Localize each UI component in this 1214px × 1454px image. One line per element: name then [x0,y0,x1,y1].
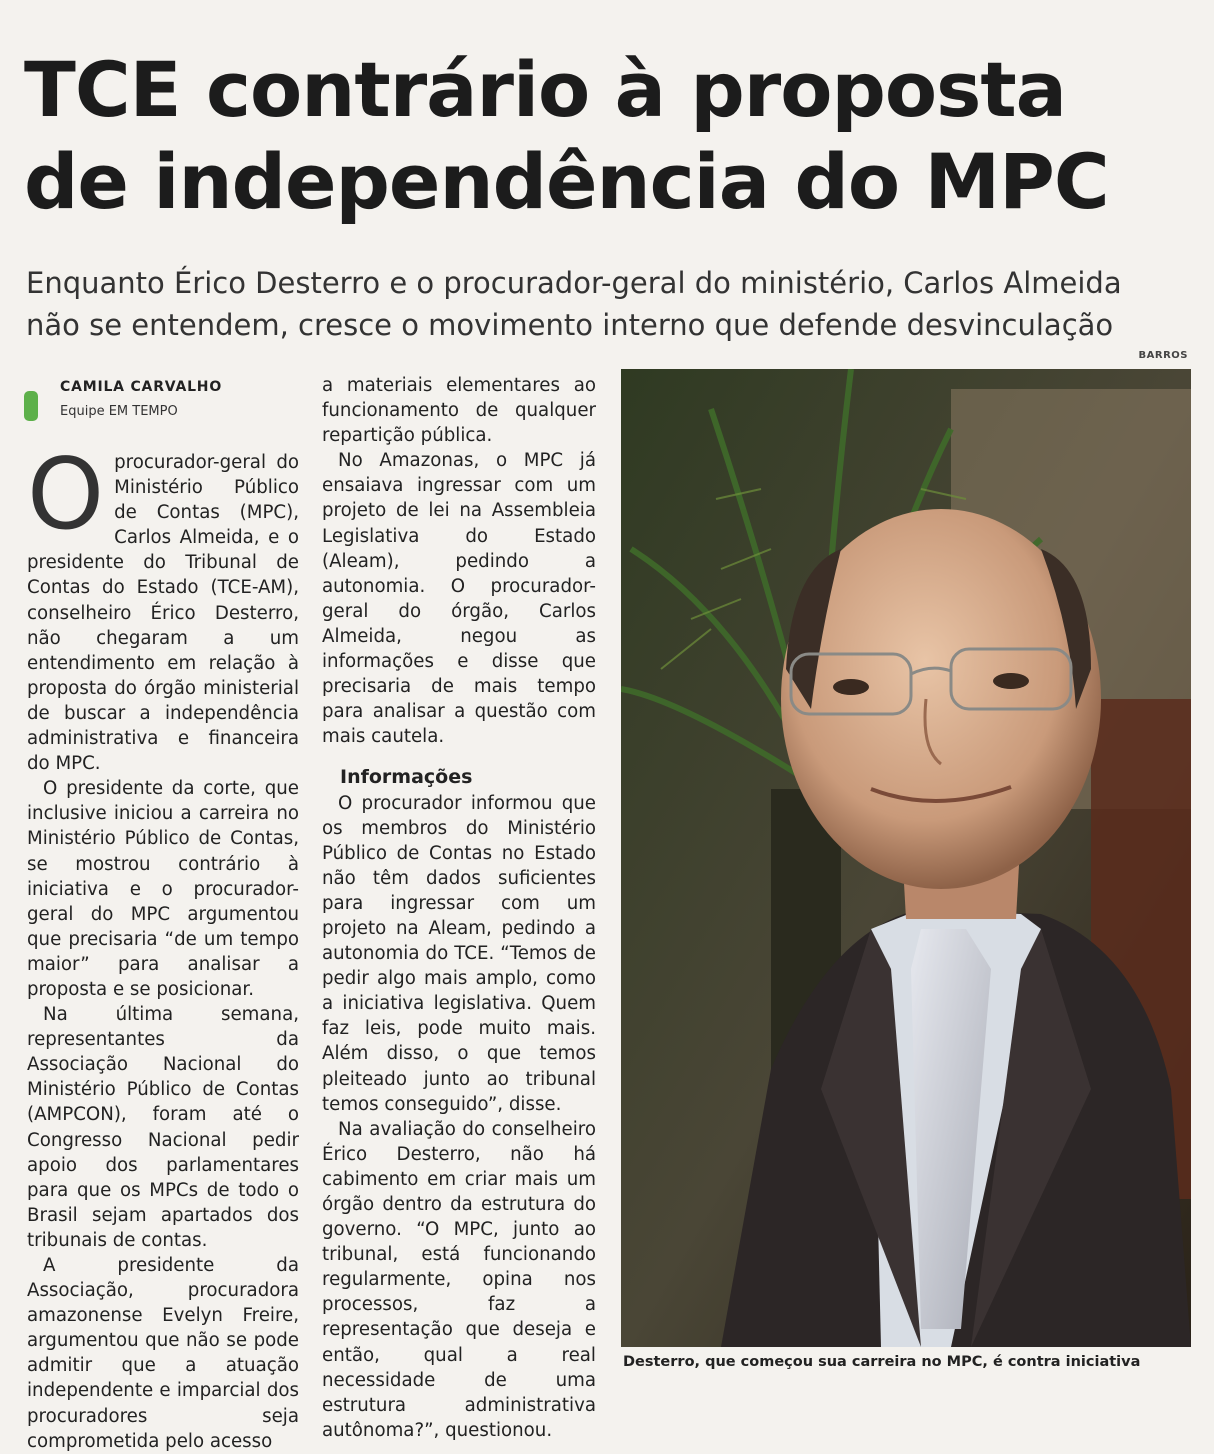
portrait-illustration [621,369,1191,1347]
headline [24,44,1194,228]
drop-cap: O [27,438,105,552]
paragraph-2: O presidente da corte, que inclusive iniciou a carreira no Ministério Público de Contas, se mostrou contrário à iniciativa e o procurador-geral do MPC argumentou que precisaria “de um tempo maior” para analisar a proposta e se posicionar. [27,778,299,1000]
article-column-2 [322,373,596,1443]
paragraph-1 [27,438,299,776]
photo-credit: BARROS [1138,350,1188,361]
subtitle-deck [26,262,1196,346]
byline-author: CAMILA CARVALHO [60,379,223,395]
deck-line-2: não se entendem, cresce o movimento interno que defende desvinculação [26,308,1114,342]
paragraph-8: Na avaliação do conselheiro Érico Desterro, não há cabimento em criar mais um órgão dentro da estrutura do governo. “O MPC, junto ao tribunal, está funcionando regularmente, opina nos processos, faz a representação que deseja e então, qual a real necessidade de uma estrutura administrativa autônoma?”, questionou. [322,1118,596,1441]
deck-line-1: Enquanto Érico Desterro e o procurador-geral do ministério, Carlos Almeida [26,266,1122,300]
headline-line-2: de independência do MPC [24,137,1109,226]
photo-caption: Desterro, que começou sua carreira no MPC, é contra iniciativa [623,1354,1141,1370]
paragraph-5: a materiais elementares ao funcionamento de qualquer repartição pública. [322,375,596,447]
paragraph-1-text: procurador-geral do Ministério Público de Contas (MPC), Carlos Almeida, e o presidente do Tribunal de Contas do Estado (TCE-AM), conselheiro Érico Desterro, não chegaram a um entendimento em relação à proposta do órgão ministerial de buscar a independência administrativa e financeira do MPC. [27,452,299,775]
paragraph-7: O procurador informou que os membros do Ministério Público de Contas no Estado não têm dados suficientes para ingressar com um projeto na Aleam, pedindo a autonomia do TCE. “Temos de pedir algo mais amplo, como a iniciativa legislativa. Quem faz leis, pode muito mais. Além disso, o que temos pleiteado junto ao tribunal temos conseguido”, disse. [322,792,596,1115]
paragraph-4: A presidente da Associação, procuradora amazonense Evelyn Freire, argumentou que não se pode admitir que a atuação independente e imparcial dos procuradores seja comprometida pelo acesso [27,1255,299,1452]
section-subhead: Informações [340,766,473,789]
paragraph-6: No Amazonas, o MPC já ensaiava ingressar com um projeto de lei na Assembleia Legislativa do Estado (Aleam), pedindo a autonomia. O procurador-geral do órgão, Carlos Almeida, negou as informações e disse que precisaria de mais tempo para analisar a questão com mais cautela. [322,450,596,748]
portrait-photo [621,369,1191,1347]
paragraph-3: Na última semana, representantes da Associação Nacional do Ministério Público de Contas (AMPCON), foram até o Congresso Nacional pedir apoio dos parlamentares para que os MPCs de todo o Brasil sejam apartados dos tribunais de contas. [27,1004,299,1251]
byline-team: Equipe EM TEMPO [60,404,178,419]
headline-line-1: TCE contrário à proposta [24,45,1066,134]
byline-marker-icon [24,391,38,421]
article-column-1 [27,438,299,1454]
